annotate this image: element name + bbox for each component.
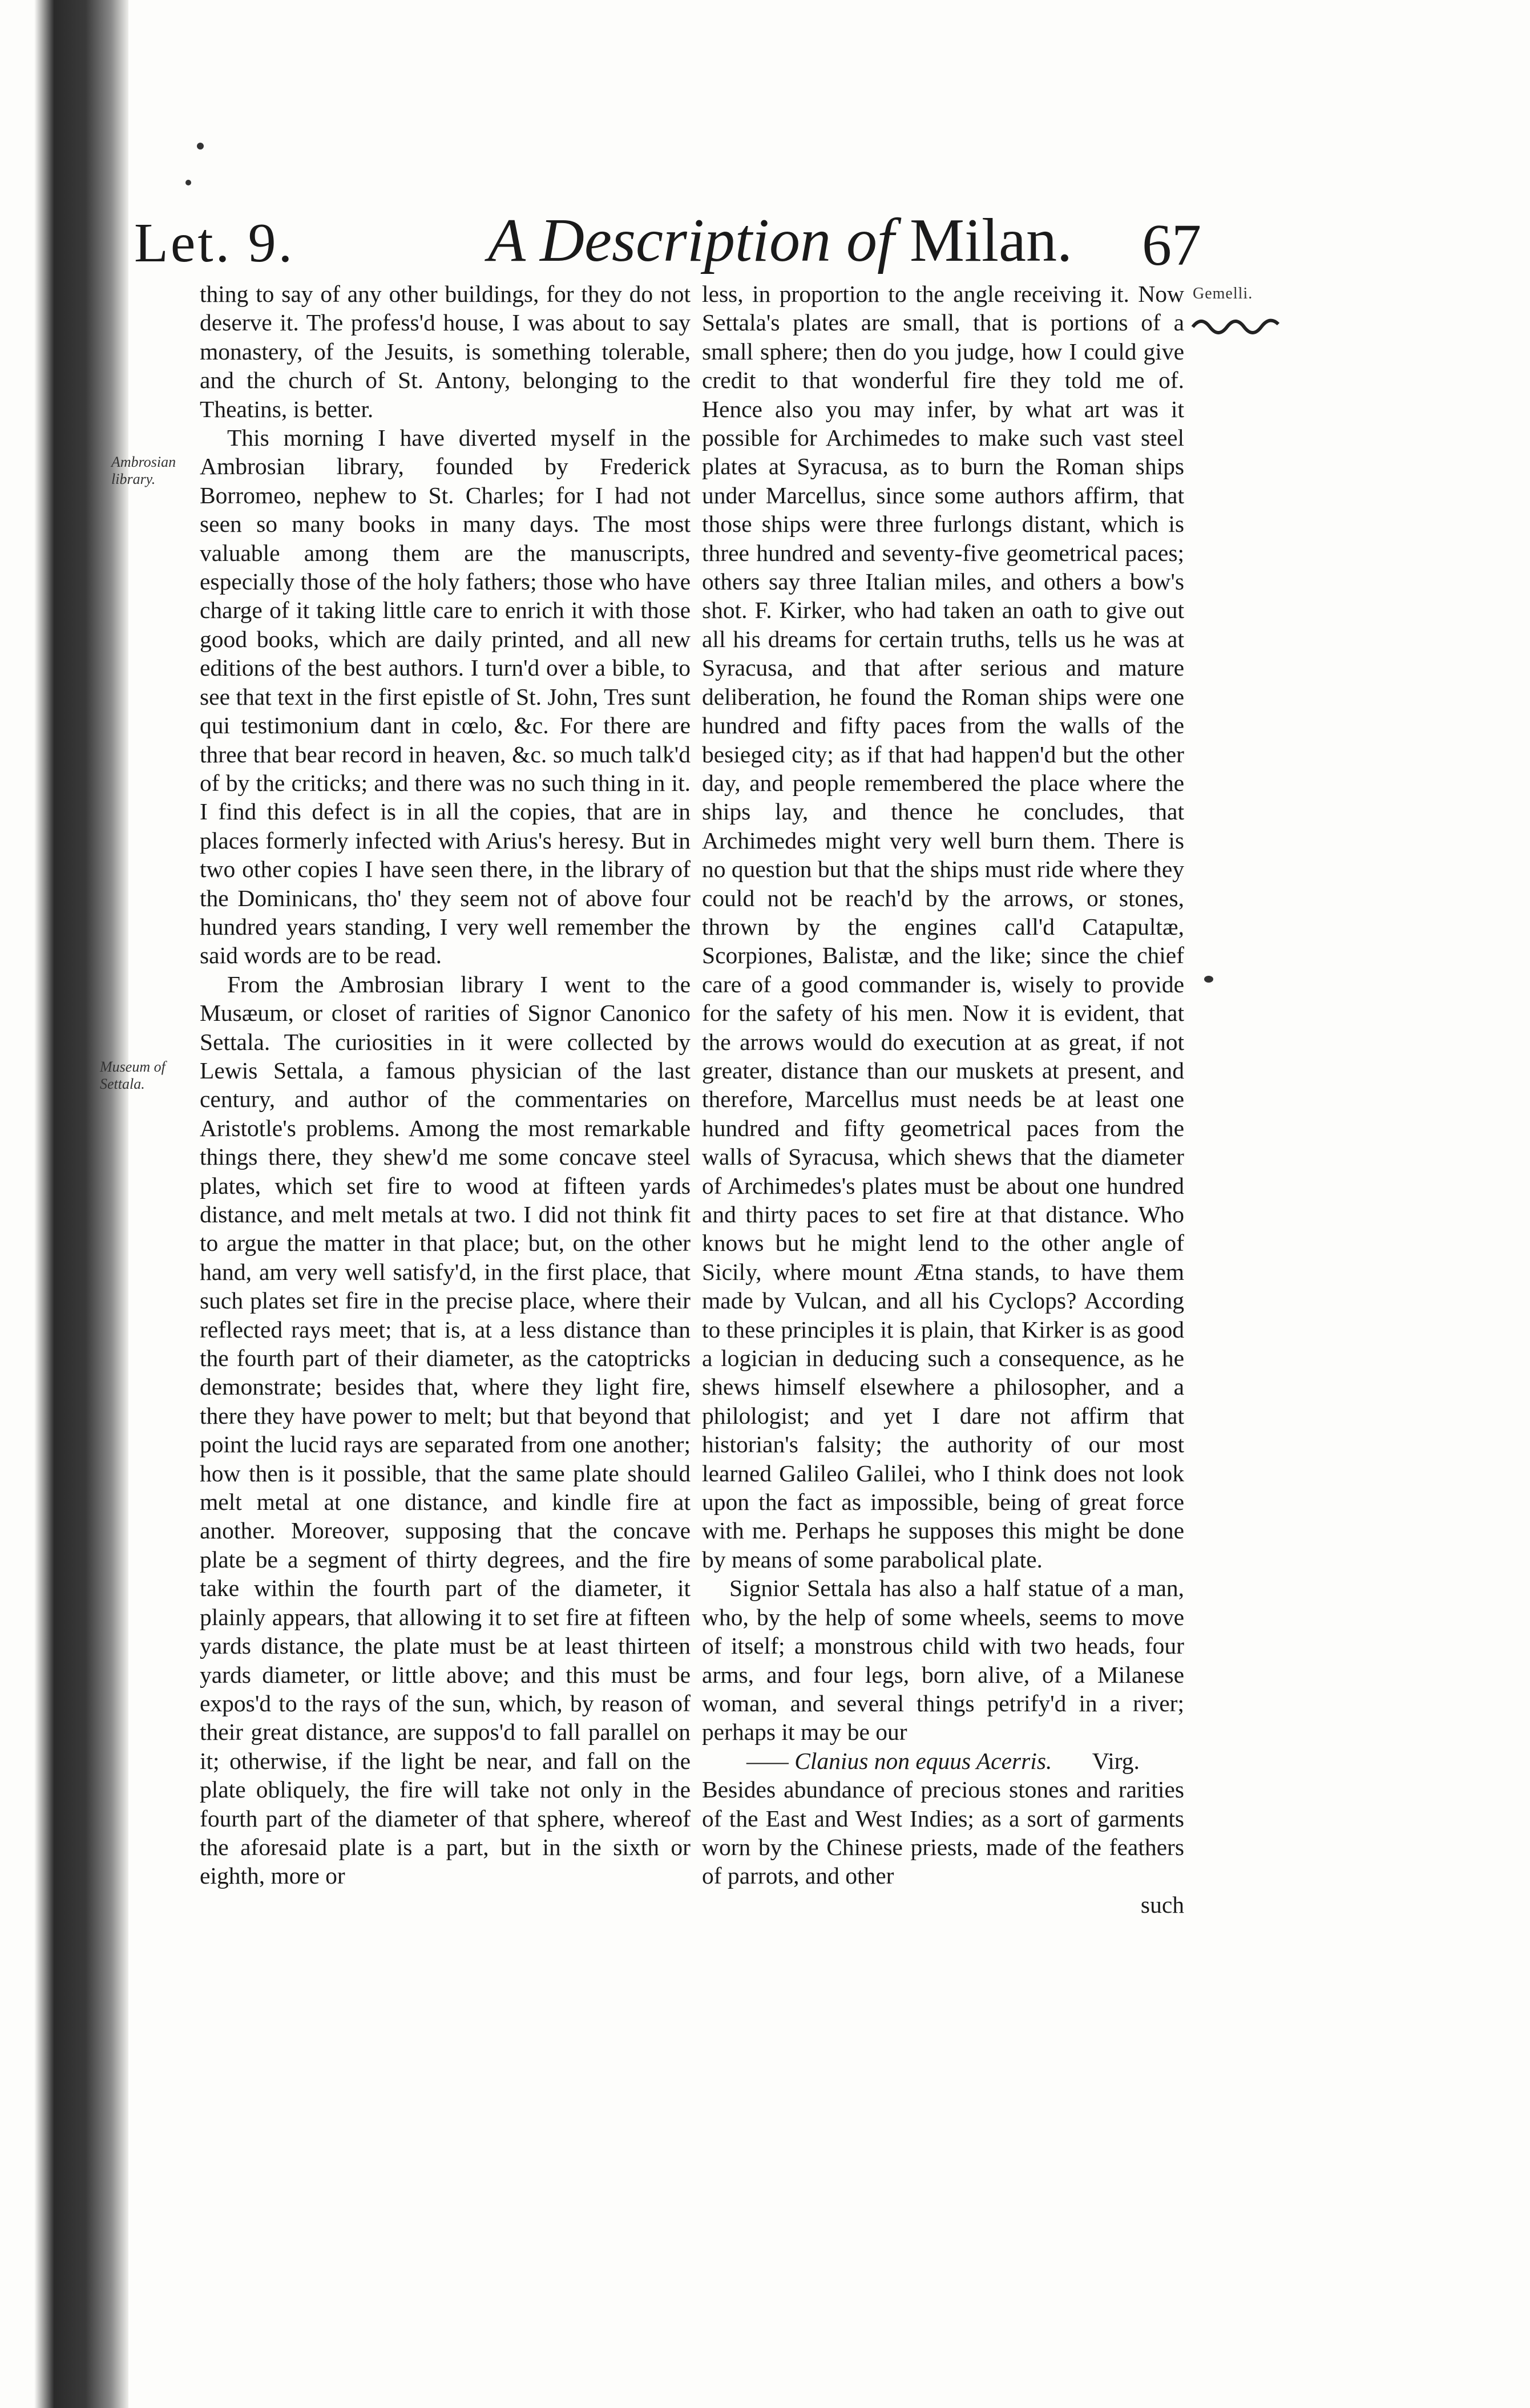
paragraph: thing to say of any other buildings, for they do not deserve it. The profess'd house, I was about to say monastery, of the Jesuits, is something tolerable, and the church of St. Antony, belonging to the Theatins, is better.	[200, 281, 691, 422]
running-title-italic: A Description of	[488, 207, 894, 274]
margin-note-ambrosian: Ambrosian library.	[111, 454, 176, 487]
running-title-roman: Milan.	[909, 207, 1072, 274]
page-header	[134, 203, 1201, 288]
paragraph: less, in proportion to the angle receiving it. Now Settala's plates are small, that is portions of a small sphere; then do you judge, how I could give credit to that wonderful fire they told me of. Hence also you may infer, by what art was it possible for Archimedes to make such vast steel plates at Syracusa, as to burn the Roman ships under Marcellus, since some authors affirm, that those ships were three furlongs distant, which is three hundred and seventy-five geometrical paces; others say three Italian miles, and others a bow's shot. F. Kirker, who had taken an oath to give out all his dreams for certain truths, tells us he was at Syracusa, and that after serious and mature deliberation, he found the Roman ships were one hundred and fifty paces from the walls of the besieged city; as if that had happen'd but the other day, and people remembered the place where the ships lay, and thence he concludes, that Archimedes might very well burn them. There is no question but that the ships must ride where they could not be reach'd by the arrows, or stones, thrown by the engines call'd Catapultæ, Scorpiones, Balistæ, and the like; since the chief care of a good commander is, wisely to provide for the safety of his men. Now it is evident, that the arrows would do execution at as great, if not greater, distance than our muskets at present, and therefore, Marcellus must needs be at least one hundred and fifty geometrical paces from the walls of Syracusa, which shews that the diameter of Archimedes's plates must be about one hundred and thirty paces to set fire at that distance. Who knows but he might lend to the other angle of Sicily, where mount Ætna stands, to have them made by Vulcan, and all his Cyclops? According to these principles it is plain, that Kirker is as good a logician in deducing such a consequence, as he shews himself elsewhere a philosopher, and a philologist; and yet I dare not affirm that historian's falsity; the authority of our most learned Galileo Galilei, who I think does not look upon the fact as impossible, being of great force with me. Perhaps he supposes this might be done by means of some parabolical plate.	[702, 281, 1184, 1573]
catchword: such	[1140, 1891, 1184, 1918]
quote-source: Virg.	[1092, 1747, 1140, 1774]
ink-speck	[1204, 976, 1213, 983]
paragraph: Signior Settala has also a half statue of a man, who, by the help of some wheels, seems to move of itself; a monstrous child with two heads, four arms, and four legs, born alive, of a Milanese woman, and several things petrify'd in a river; perhaps it may be our	[702, 1575, 1184, 1746]
quote-text: —— Clanius non equus Acerris.	[746, 1747, 1052, 1774]
header-letter-number: Let. 9.	[134, 212, 295, 274]
verse-quote	[702, 1747, 1184, 1775]
ink-speck	[197, 143, 204, 150]
paragraph: Besides abundance of precious stones and rarities of the East and West Indies; as a sort of garments worn by the Chinese priests, made of the feathers of parrots, and other	[702, 1776, 1184, 1889]
gemelli-flourish-icon	[1190, 313, 1293, 336]
page-number: 67	[1142, 212, 1201, 278]
paragraph: This morning I have diverted myself in the Ambrosian library, founded by Frederick Borromeo, nephew to St. Charles; for I had not seen so many books in many days. The most valuable among them are the manuscripts, especially those of the holy fathers; those who have charge of it taking little care to enrich it with those good books, which are daily printed, and all new editions of the best authors. I turn'd over a bible, to see that text in the first epistle of St. John, Tres sunt qui testimonium dant in cœlo, &c. For there are three that bear record in heaven, &c. so much talk'd of by the criticks; and there was no such thing in it. I find this defect is in all the copies, that are in places formerly infected with Arius's heresy. But in two other copies I have seen there, in the library of the Dominicans, tho' they seem not of above four hundred years standing, I very well remember the said words are to be read.	[200, 425, 691, 969]
running-title	[488, 205, 1072, 276]
right-column	[702, 280, 1184, 1919]
margin-note-gemelli: Gemelli.	[1193, 285, 1253, 302]
left-column	[200, 280, 691, 1890]
paragraph: From the Ambrosian library I went to the Musæum, or closet of rarities of Signor Canonico Settala. The curiosities in it were collected by Lewis Settala, a famous physician of the last century, and author of the commentaries on Aristotle's problems. Among the most remarkable things there, they shew'd me some concave steel plates, which set fire to wood at fifteen yards distance, and melt metals at two. I did not think fit to argue the matter in that place; but, on the other hand, am very well satisfy'd, in the first place, that such plates set fire in the precise place, where their reflected rays meet; that is, at a less distance than the fourth part of their diameter, as the catoptricks demonstrate; besides that, where they light fire, there they have power to melt; but that beyond that point the lucid rays are separated from one another; how then is it possible, that the same plate should melt metal at one distance, and kindle fire at another. Moreover, supposing that the concave plate be a segment of thirty degrees, and the fire take within the fourth part of the diameter, it plainly appears, that allowing it to set fire at fifteen yards distance, the plate must be at least thirteen yards diameter, or little above; and this must be expos'd to the rays of the sun, which, by reason of their great distance, are suppos'd to fall parallel on it; otherwise, if the light be near, and fall on the plate obliquely, the fire will take not only in the fourth part of the diameter of that sphere, whereof the aforesaid plate is a part, but in the sixth or eighth, more or	[200, 971, 691, 1889]
margin-note-museum: Museum of Settala.	[100, 1058, 165, 1092]
binding-shadow	[0, 0, 128, 2408]
ink-speck	[185, 180, 191, 185]
